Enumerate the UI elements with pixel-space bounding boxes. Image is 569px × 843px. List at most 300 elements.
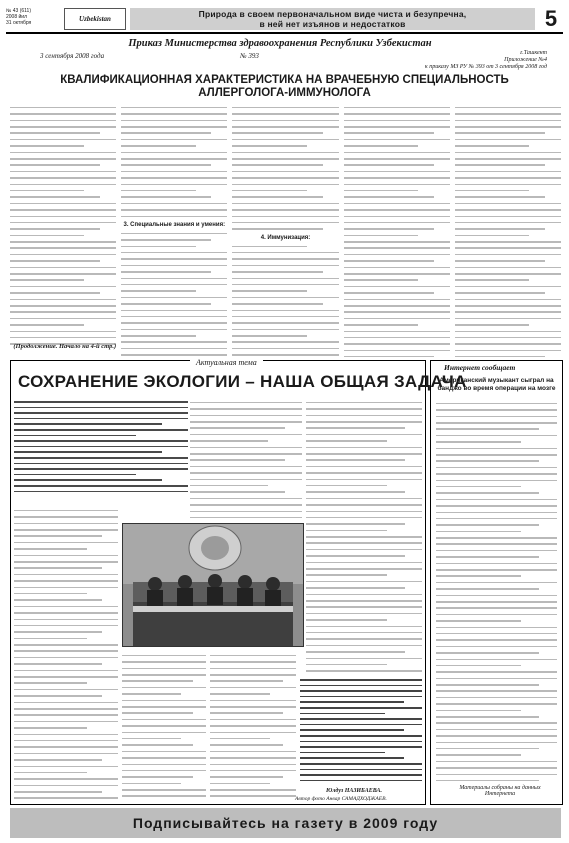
text-line bbox=[232, 284, 338, 286]
article-column-3 bbox=[306, 397, 422, 673]
text-line bbox=[232, 222, 338, 224]
text-line bbox=[232, 120, 338, 122]
text-line bbox=[121, 246, 195, 248]
text-line bbox=[210, 725, 296, 727]
text-line bbox=[190, 434, 302, 436]
text-line bbox=[190, 517, 302, 519]
text-line bbox=[344, 343, 450, 345]
text-line bbox=[10, 254, 116, 256]
text-line bbox=[300, 780, 422, 782]
text-line bbox=[306, 574, 387, 576]
text-line bbox=[14, 625, 118, 627]
issue-year: 2008 йил bbox=[6, 14, 28, 20]
text-line bbox=[232, 252, 338, 254]
text-line bbox=[232, 209, 338, 211]
text-line bbox=[306, 498, 422, 500]
text-line bbox=[10, 209, 116, 211]
order-appendix bbox=[425, 50, 547, 71]
text-line bbox=[121, 348, 227, 350]
text-line bbox=[306, 453, 422, 455]
text-line bbox=[455, 171, 561, 173]
text-line bbox=[436, 409, 557, 411]
text-line bbox=[300, 690, 422, 692]
text-line bbox=[122, 795, 206, 797]
text-line bbox=[436, 646, 557, 648]
text-line bbox=[344, 254, 450, 256]
text-line bbox=[436, 665, 521, 667]
text-line bbox=[455, 356, 545, 357]
text-line bbox=[210, 693, 270, 695]
text-line bbox=[300, 701, 404, 703]
text-line bbox=[344, 126, 450, 128]
text-line bbox=[14, 451, 162, 453]
text-line bbox=[232, 310, 338, 312]
text-line bbox=[122, 712, 193, 714]
text-line bbox=[232, 177, 338, 179]
text-line bbox=[232, 132, 322, 134]
text-line bbox=[210, 687, 296, 689]
text-line bbox=[455, 331, 561, 333]
text-line bbox=[436, 678, 557, 680]
text-line bbox=[10, 228, 100, 230]
text-line bbox=[190, 447, 302, 449]
text-line bbox=[14, 708, 118, 710]
article-bold-paragraph bbox=[300, 675, 422, 785]
order-body-columns bbox=[10, 102, 561, 357]
text-line bbox=[232, 126, 338, 128]
text-line bbox=[232, 258, 338, 260]
text-line bbox=[232, 203, 338, 205]
text-line bbox=[306, 472, 422, 474]
text-line bbox=[14, 753, 118, 755]
text-line bbox=[122, 770, 206, 772]
text-line bbox=[232, 246, 306, 248]
article-author: Юлдуз НАЗИБАЕВА. bbox=[326, 788, 382, 794]
text-line bbox=[10, 107, 116, 109]
text-line bbox=[300, 735, 422, 737]
text-line bbox=[306, 626, 422, 628]
text-line bbox=[344, 216, 450, 218]
text-line bbox=[306, 491, 405, 493]
internet-news-source: Материалы собраны на данных Интернета bbox=[459, 785, 541, 797]
order-column-3 bbox=[232, 102, 338, 357]
text-line bbox=[300, 757, 404, 759]
text-line bbox=[210, 712, 283, 714]
text-line bbox=[121, 297, 227, 299]
meeting-image bbox=[123, 524, 303, 646]
text-line bbox=[300, 741, 422, 743]
text-line bbox=[10, 311, 116, 313]
order-column-2 bbox=[121, 102, 227, 357]
text-line bbox=[190, 472, 302, 474]
text-line bbox=[455, 126, 561, 128]
text-line bbox=[10, 126, 116, 128]
text-line bbox=[436, 556, 539, 558]
article-column-2b-bottom bbox=[210, 650, 296, 798]
text-line bbox=[190, 453, 302, 455]
text-line bbox=[455, 292, 545, 294]
text-line bbox=[306, 536, 422, 538]
text-line bbox=[14, 523, 118, 525]
text-line bbox=[306, 485, 387, 487]
text-line bbox=[10, 247, 116, 249]
text-line bbox=[14, 457, 188, 459]
text-line bbox=[344, 292, 434, 294]
order-heading-line-1: КВАЛИФИКАЦИОННАЯ ХАРАКТЕРИСТИКА НА ВРАЧЕБНУЮ СПЕЦИАЛЬНОСТЬ bbox=[60, 74, 509, 86]
text-line bbox=[455, 222, 561, 224]
text-line bbox=[190, 408, 302, 410]
text-line bbox=[455, 324, 529, 326]
text-line bbox=[306, 542, 422, 544]
text-line bbox=[232, 145, 306, 147]
text-line bbox=[344, 184, 450, 186]
text-line bbox=[14, 778, 118, 780]
text-line bbox=[190, 511, 302, 513]
text-line bbox=[306, 447, 422, 449]
text-line bbox=[14, 510, 118, 512]
subscription-text: Подписывайтесь на газету в 2009 году bbox=[132, 815, 439, 831]
text-line bbox=[300, 724, 422, 726]
text-line bbox=[14, 734, 118, 736]
text-line bbox=[14, 689, 118, 691]
text-line bbox=[121, 216, 227, 218]
text-line bbox=[436, 537, 557, 539]
internet-news-body bbox=[436, 398, 557, 782]
text-line bbox=[455, 139, 561, 141]
text-line bbox=[436, 607, 557, 609]
text-line bbox=[10, 139, 116, 141]
logo-text: Uzbekistan bbox=[79, 15, 111, 23]
text-line bbox=[14, 593, 87, 595]
text-line bbox=[436, 473, 557, 475]
text-line bbox=[10, 190, 84, 192]
text-line bbox=[121, 310, 227, 312]
text-line bbox=[14, 407, 188, 409]
text-line bbox=[232, 107, 338, 109]
text-line bbox=[436, 761, 557, 763]
text-line bbox=[10, 331, 116, 333]
text-line bbox=[14, 638, 87, 640]
text-line bbox=[344, 273, 450, 275]
text-line bbox=[10, 113, 116, 115]
text-line bbox=[306, 594, 422, 596]
text-line bbox=[455, 158, 561, 160]
text-line bbox=[14, 746, 118, 748]
internet-news-rubric: Интернет сообщает bbox=[444, 363, 516, 372]
text-line bbox=[436, 582, 557, 584]
text-line bbox=[121, 265, 227, 267]
text-line bbox=[436, 588, 539, 590]
text-line bbox=[300, 763, 422, 765]
text-line bbox=[455, 235, 529, 237]
text-line bbox=[436, 518, 557, 520]
text-line bbox=[14, 418, 188, 420]
text-line bbox=[344, 145, 418, 147]
text-line bbox=[344, 356, 434, 357]
text-line bbox=[344, 171, 450, 173]
text-line bbox=[232, 316, 338, 318]
text-line bbox=[10, 286, 116, 288]
text-line bbox=[122, 764, 206, 766]
text-line bbox=[121, 284, 227, 286]
article-rubric: Актуальная тема bbox=[190, 358, 263, 367]
text-line bbox=[121, 184, 227, 186]
text-line bbox=[300, 752, 385, 754]
text-line bbox=[121, 322, 227, 324]
text-line bbox=[436, 754, 521, 756]
text-line bbox=[232, 113, 338, 115]
text-line bbox=[14, 791, 102, 793]
text-line bbox=[232, 271, 322, 273]
text-line bbox=[232, 297, 338, 299]
text-line bbox=[190, 421, 302, 423]
text-line bbox=[232, 303, 322, 305]
text-line bbox=[306, 632, 422, 634]
text-line bbox=[14, 529, 118, 531]
internet-news-title: Американский музыкант сыграл на банджо во время операции на мозге bbox=[437, 377, 556, 392]
text-line bbox=[344, 337, 450, 339]
text-line bbox=[122, 668, 206, 670]
text-line bbox=[436, 543, 557, 545]
text-line bbox=[436, 416, 557, 418]
text-line bbox=[121, 126, 227, 128]
text-line bbox=[232, 190, 306, 192]
text-line bbox=[455, 343, 561, 345]
text-line bbox=[210, 738, 270, 740]
text-line bbox=[14, 474, 136, 476]
text-line bbox=[306, 619, 387, 621]
text-line bbox=[306, 427, 405, 429]
text-line bbox=[436, 748, 539, 750]
text-line bbox=[306, 562, 422, 564]
section-heading: 4. Иммунизация: bbox=[260, 234, 311, 241]
text-line bbox=[14, 535, 102, 537]
text-line bbox=[122, 789, 206, 791]
text-line bbox=[121, 139, 227, 141]
text-line bbox=[344, 260, 434, 262]
text-line bbox=[121, 171, 227, 173]
text-line bbox=[455, 311, 561, 313]
text-line bbox=[14, 412, 188, 414]
text-line bbox=[306, 434, 422, 436]
text-line bbox=[344, 311, 450, 313]
text-line bbox=[210, 655, 296, 657]
text-line bbox=[14, 446, 188, 448]
text-line bbox=[436, 703, 557, 705]
text-line bbox=[210, 674, 296, 676]
order-heading-line-2: АЛЛЕРГОЛОГА-ИММУНОЛОГА bbox=[198, 87, 371, 99]
text-line bbox=[436, 659, 557, 661]
text-line bbox=[344, 279, 418, 281]
masthead bbox=[6, 6, 563, 34]
text-line bbox=[436, 684, 539, 686]
text-line bbox=[436, 480, 557, 482]
text-line bbox=[10, 171, 116, 173]
text-line bbox=[190, 504, 302, 506]
text-line bbox=[306, 664, 387, 666]
text-line bbox=[232, 278, 338, 280]
text-line bbox=[436, 601, 557, 603]
text-line bbox=[344, 120, 450, 122]
text-line bbox=[436, 742, 557, 744]
text-line bbox=[436, 428, 539, 430]
text-line bbox=[121, 239, 211, 241]
slogan-banner bbox=[130, 8, 535, 30]
text-line bbox=[210, 751, 296, 753]
order-heading bbox=[20, 74, 549, 100]
text-line bbox=[122, 706, 206, 708]
text-line bbox=[436, 735, 557, 737]
text-line bbox=[436, 499, 557, 501]
text-line bbox=[436, 652, 539, 654]
text-line bbox=[436, 467, 557, 469]
page-number: 5 bbox=[544, 6, 558, 31]
text-line bbox=[344, 331, 450, 333]
continued-note: (Продолжение. Начало на 4-й стр.) bbox=[13, 343, 117, 350]
text-line bbox=[344, 267, 450, 269]
text-line bbox=[306, 658, 422, 660]
text-line bbox=[210, 732, 296, 734]
text-line bbox=[436, 460, 539, 462]
text-line bbox=[14, 561, 118, 563]
text-line bbox=[436, 454, 557, 456]
text-line bbox=[306, 479, 422, 481]
text-line bbox=[14, 468, 188, 470]
text-line bbox=[455, 196, 545, 198]
text-line bbox=[121, 329, 227, 331]
text-line bbox=[436, 710, 521, 712]
text-line bbox=[436, 780, 539, 782]
text-line bbox=[10, 164, 100, 166]
text-line bbox=[455, 279, 529, 281]
text-line bbox=[306, 440, 387, 442]
text-line bbox=[436, 435, 557, 437]
text-line bbox=[306, 421, 422, 423]
order-city: г.Ташкент bbox=[519, 50, 547, 56]
text-line bbox=[436, 722, 557, 724]
text-line bbox=[14, 759, 102, 761]
text-line bbox=[210, 770, 296, 772]
text-line bbox=[436, 531, 521, 533]
text-line bbox=[190, 466, 302, 468]
newspaper-logo bbox=[64, 8, 126, 30]
text-line bbox=[10, 267, 116, 269]
text-line bbox=[455, 267, 561, 269]
text-line bbox=[210, 795, 296, 797]
text-line bbox=[344, 235, 418, 237]
text-line bbox=[232, 341, 338, 343]
text-line bbox=[121, 107, 227, 109]
text-line bbox=[344, 196, 434, 198]
text-line bbox=[190, 479, 302, 481]
text-line bbox=[455, 209, 561, 211]
text-line bbox=[436, 620, 521, 622]
text-line bbox=[121, 132, 211, 134]
text-line bbox=[10, 177, 116, 179]
text-line bbox=[436, 505, 557, 507]
text-line bbox=[455, 145, 529, 147]
text-line bbox=[210, 744, 283, 746]
text-line bbox=[121, 152, 227, 154]
text-line bbox=[306, 408, 422, 410]
text-line bbox=[14, 606, 118, 608]
text-line bbox=[10, 279, 84, 281]
text-line bbox=[306, 530, 387, 532]
text-line bbox=[190, 440, 268, 442]
text-line bbox=[14, 574, 118, 576]
text-line bbox=[300, 707, 422, 709]
text-line bbox=[232, 139, 338, 141]
text-line bbox=[14, 429, 188, 431]
text-line bbox=[306, 555, 405, 557]
text-line bbox=[306, 459, 405, 461]
text-line bbox=[306, 466, 422, 468]
text-line bbox=[455, 254, 561, 256]
text-line bbox=[344, 286, 450, 288]
text-line bbox=[190, 427, 285, 429]
text-line bbox=[344, 299, 450, 301]
text-line bbox=[300, 729, 404, 731]
order-column-4 bbox=[344, 102, 450, 357]
text-line bbox=[121, 120, 227, 122]
text-line bbox=[436, 633, 557, 635]
article-column-2-bottom bbox=[122, 650, 206, 798]
text-line bbox=[190, 485, 268, 487]
text-line bbox=[455, 120, 561, 122]
text-line bbox=[121, 209, 227, 211]
text-line bbox=[14, 567, 102, 569]
text-line bbox=[14, 423, 162, 425]
text-line bbox=[14, 548, 87, 550]
text-line bbox=[122, 738, 181, 740]
text-line bbox=[306, 587, 405, 589]
text-line bbox=[232, 228, 322, 230]
text-line bbox=[121, 196, 211, 198]
text-line bbox=[344, 324, 418, 326]
text-line bbox=[232, 322, 338, 324]
text-line bbox=[455, 241, 561, 243]
text-line bbox=[210, 719, 296, 721]
text-line bbox=[436, 441, 521, 443]
text-line bbox=[14, 631, 102, 633]
text-line bbox=[10, 196, 100, 198]
text-line bbox=[14, 516, 118, 518]
text-line bbox=[300, 774, 422, 776]
text-line bbox=[10, 145, 84, 147]
text-line bbox=[10, 120, 116, 122]
text-line bbox=[232, 216, 338, 218]
text-line bbox=[121, 233, 227, 235]
text-line bbox=[210, 700, 296, 702]
text-line bbox=[436, 697, 557, 699]
text-line bbox=[14, 479, 162, 481]
text-line bbox=[121, 303, 211, 305]
text-line bbox=[306, 402, 422, 404]
text-line bbox=[344, 350, 450, 352]
text-line bbox=[455, 318, 561, 320]
text-line bbox=[344, 228, 434, 230]
text-line bbox=[14, 663, 102, 665]
appendix-line-2: к приказу МЗ РУ № 393 от 3 сентября 2008 год bbox=[424, 64, 547, 70]
text-line bbox=[14, 727, 87, 729]
text-line bbox=[121, 316, 227, 318]
text-line bbox=[232, 290, 306, 292]
text-line bbox=[232, 164, 322, 166]
text-line bbox=[121, 258, 227, 260]
text-line bbox=[300, 746, 422, 748]
text-line bbox=[210, 776, 283, 778]
order-title: Приказ Министерства здравоохранения Республики Узбекистан bbox=[128, 38, 432, 49]
